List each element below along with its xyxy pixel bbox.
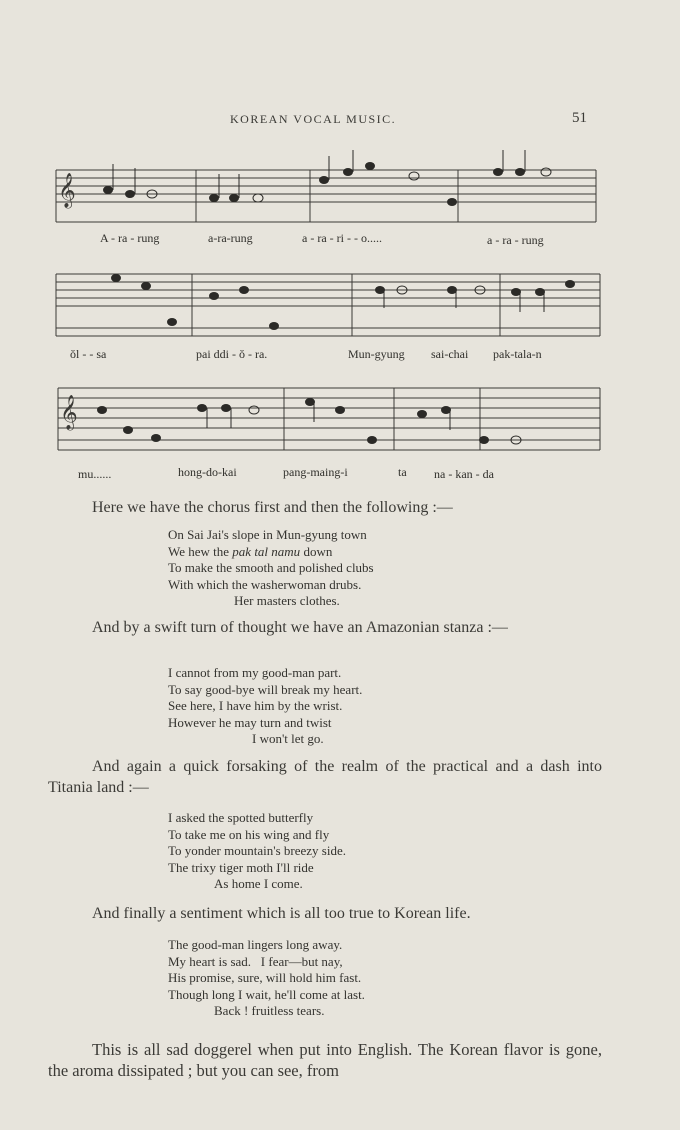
lyric-3-4: ta [398,465,407,479]
verse-2-last-line: I won't let go. [252,731,324,746]
page-number: 51 [572,110,587,126]
verse-4 [168,937,365,1020]
running-header [0,112,680,136]
verse-2-line-2: To say good-bye will break my heart. [168,681,363,697]
verse-3-line-3: To yonder mountain's breezy side. [168,843,346,858]
paragraph-4 [48,903,602,924]
lyric-3-5: na - kan - da [434,467,494,481]
verse-1-line-3: To make the smooth and polished clubs [168,560,374,575]
lyric-2-2: pai ddi - ŏ - ra. [196,347,268,361]
svg-text:𝄞: 𝄞 [60,395,78,430]
lyric-2-3: Mun-gyung [348,347,405,361]
verse-1-line-4: With which the washerwoman drubs. [168,576,362,592]
lyric-3-1: mu...... [78,467,112,481]
lyric-2-5: pak-tala-n [493,347,542,361]
verse-1 [168,527,374,610]
paragraph-3 [48,756,602,798]
lyric-2-1: ŏl - - sa [70,347,107,361]
verse-3-line-2: To take me on his wing and fly [168,826,330,842]
staff-1-notation [48,140,604,230]
verse-3 [168,810,346,893]
svg-text:𝄞: 𝄞 [58,173,76,208]
music-staff-3 [48,374,604,464]
paragraph-2 [48,617,602,638]
verse-4-last-line: Back ! fruitless tears. [214,1003,325,1018]
paragraph-4-text: And finally a sentiment which is all too true to Korean life. [92,905,471,922]
verse-1-line-2: We hew the pak tal namu down [168,543,333,559]
lyric-1-2: a-ra-rung [208,231,253,245]
verse-4-line-2: My heart is sad. I fear—but nay, [168,953,343,969]
verse-3-last-line: As home I come. [214,876,303,891]
paragraph-1-text: Here we have the chorus first and then the following :— [92,499,453,516]
korean-term: pak tal namu [232,543,301,559]
paragraph-5 [48,1039,602,1081]
verse-1-line-1: On Sai Jai's slope in Mun-gyung town [168,527,367,542]
staff-3-notation [48,374,604,464]
verse-2-line-1: I cannot from my good-man part. [168,665,342,680]
paragraph-2-text: And by a swift turn of thought we have an Amazonian stanza :— [92,619,508,636]
lyric-1-4: a - ra - rung [487,233,544,247]
verse-4-line-4: Though long I wait, he'll come at last. [168,986,365,1002]
paragraph-1 [48,497,602,518]
lyric-1-1: A - ra - rung [100,231,160,245]
verse-1-last-line: Her masters clothes. [234,593,340,608]
verse-3-line-1: I asked the spotted butterfly [168,810,314,825]
staff-2-notation [48,256,604,346]
lyric-1-3: a - ra - ri - - o..... [302,231,382,245]
verse-4-line-1: The good-man lingers long away. [168,937,343,952]
verse-3-line-4: The trixy tiger moth I'll ride [168,859,314,875]
lyric-2-4: sai-chai [431,347,469,361]
verse-2 [168,665,362,748]
music-staff-1 [48,140,604,230]
running-title: KOREAN VOCAL MUSIC. [230,112,397,126]
lyric-3-3: pang-maing-i [283,465,348,479]
verse-2-line-3: See here, I have him by the wrist. [168,698,343,713]
paragraph-3-text: And again a quick forsaking of the realm of the practical and a dash into Titania land :— [48,758,602,796]
lyric-3-2: hong-do-kai [178,465,237,479]
verse-4-line-3: His promise, sure, will hold him fast. [168,970,362,985]
paragraph-5-text: This is all sad doggerel when put into English. The Korean flavor is gone, the aroma dissipated ; but you can see, from [48,1040,602,1080]
music-staff-2 [48,256,604,346]
verse-2-line-4: However he may turn and twist [168,714,332,730]
